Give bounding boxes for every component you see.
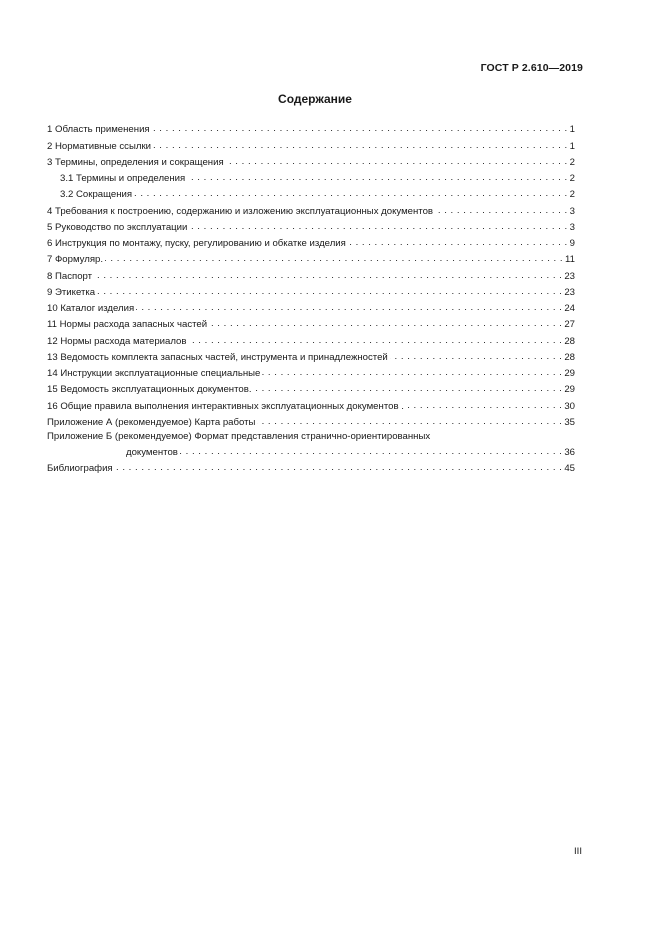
toc-entry-label: 12 Нормы расхода материалов — [47, 335, 187, 347]
toc-dot-leader — [180, 446, 562, 458]
toc-entry-continuation — [47, 444, 575, 458]
toc-entry[interactable] — [47, 200, 575, 216]
toc-entry[interactable] — [47, 135, 575, 151]
toc-entry-label: 3 Термины, определения и сокращения — [47, 156, 224, 168]
toc-dot-leader — [94, 270, 562, 282]
toc-entry-label: 1 Область применения — [47, 124, 150, 136]
toc-entry-page: 3 — [569, 205, 575, 217]
toc-entry-label: 7 Формуляр. — [47, 254, 104, 266]
toc-dot-leader — [152, 123, 568, 135]
toc-entry-page: 27 — [564, 319, 575, 331]
toc-dot-leader — [406, 400, 562, 412]
toc-entry-label: 14 Инструкции эксплуатационные специальные — [47, 368, 261, 379]
toc-entry[interactable] — [47, 233, 575, 249]
toc-entry-label: 6 Инструкция по монтажу, пуску, регулированию и обкатке изделия — [47, 238, 346, 249]
toc-entry-label: 2 Нормативные ссылки — [47, 140, 152, 152]
toc-entry-label: 16 Общие правила выполнения интерактивных эксплуатационных документов . — [47, 400, 404, 412]
toc-entry-label: 13 Ведомость комплекта запасных частей, инструмента и принадлежностей — [47, 351, 388, 363]
toc-entry-page: 11 — [565, 254, 575, 266]
toc-entry-page: 29 — [564, 368, 575, 379]
toc-entry-label: 9 Этикетка — [47, 286, 96, 298]
toc-entry-page: 45 — [564, 463, 575, 474]
toc-entry-page: 2 — [569, 156, 575, 168]
toc-subentry[interactable] — [47, 168, 575, 184]
toc-dot-leader — [209, 318, 562, 330]
toc-dot-leader — [189, 221, 567, 233]
toc-subentry[interactable] — [47, 184, 575, 200]
toc-dot-leader — [226, 156, 568, 168]
table-of-contents — [47, 119, 575, 474]
toc-entry-label-line1: Приложение Б (рекомендуемое) Формат представления странично-ориентированных — [47, 430, 431, 442]
toc-entry-page: 1 — [569, 140, 575, 152]
toc-dot-leader — [257, 416, 562, 428]
toc-title: Содержание — [278, 92, 352, 106]
toc-entry-page: 28 — [564, 335, 575, 347]
toc-dot-leader — [187, 172, 567, 184]
toc-entry[interactable] — [47, 152, 575, 168]
toc-entry-label: 3.2 Сокращения — [60, 189, 133, 201]
toc-entry-label: 8 Паспорт — [47, 270, 93, 282]
toc-dot-leader — [188, 335, 562, 347]
toc-dot-leader — [153, 140, 568, 152]
toc-entry-label: 4 Требования к построению, содержанию и изложению эксплуатационных документов — [47, 205, 434, 217]
toc-entry-label: 10 Каталог изделия — [47, 303, 135, 314]
toc-dot-leader — [254, 383, 563, 395]
standard-designation: ГОСТ Р 2.610—2019 — [480, 62, 583, 74]
toc-dot-leader — [115, 462, 563, 474]
toc-entry-page: 36 — [564, 446, 575, 458]
toc-entry-label-line2: документов — [126, 446, 178, 458]
toc-entry-label: 11 Нормы расхода запасных частей — [47, 319, 208, 331]
toc-entry[interactable] — [47, 249, 575, 265]
toc-dot-leader — [348, 237, 568, 249]
toc-entry[interactable] — [47, 217, 575, 233]
toc-entry-page: 29 — [564, 384, 575, 396]
toc-entry-label: 3.1 Термины и определения — [60, 173, 186, 184]
toc-entry-page: 2 — [569, 173, 575, 184]
toc-entry-page: 23 — [564, 270, 575, 282]
toc-entry-page: 3 — [569, 221, 575, 233]
toc-dot-leader — [134, 188, 568, 200]
toc-entry[interactable] — [47, 379, 575, 395]
toc-entry-page: 24 — [564, 303, 575, 314]
toc-entry[interactable] — [47, 265, 575, 281]
toc-entry[interactable] — [47, 330, 575, 346]
toc-entry-label: 5 Руководство по эксплуатации — [47, 221, 188, 233]
toc-dot-leader — [435, 205, 568, 217]
toc-entry-page: 28 — [564, 351, 575, 363]
toc-entry[interactable] — [47, 119, 575, 135]
toc-dot-leader — [262, 367, 562, 379]
toc-entry[interactable] — [47, 314, 575, 330]
toc-entry-label: Приложение А (рекомендуемое) Карта работы — [47, 416, 256, 428]
toc-entry[interactable] — [47, 363, 575, 379]
toc-entry[interactable] — [47, 298, 575, 314]
toc-entry-page: 2 — [569, 189, 575, 201]
toc-entry-page: 35 — [564, 416, 575, 428]
toc-entry-label: 15 Ведомость эксплуатационных документов. — [47, 384, 252, 396]
page-number: III — [574, 846, 582, 857]
toc-dot-leader — [105, 253, 563, 265]
toc-dot-leader — [390, 351, 563, 363]
toc-entry-page: 1 — [569, 124, 575, 136]
toc-entry-page: 23 — [564, 286, 575, 298]
toc-entry-label: Библиография — [47, 463, 113, 474]
toc-entry-multiline[interactable] — [47, 428, 575, 458]
toc-entry[interactable] — [47, 412, 575, 428]
toc-dot-leader — [136, 302, 562, 314]
toc-entry[interactable] — [47, 395, 575, 411]
toc-entry[interactable] — [47, 347, 575, 363]
toc-entry-page: 30 — [564, 400, 575, 412]
toc-entry-page: 9 — [569, 238, 575, 249]
toc-entry[interactable] — [47, 282, 575, 298]
toc-entry[interactable] — [47, 458, 575, 474]
toc-dot-leader — [97, 286, 562, 298]
